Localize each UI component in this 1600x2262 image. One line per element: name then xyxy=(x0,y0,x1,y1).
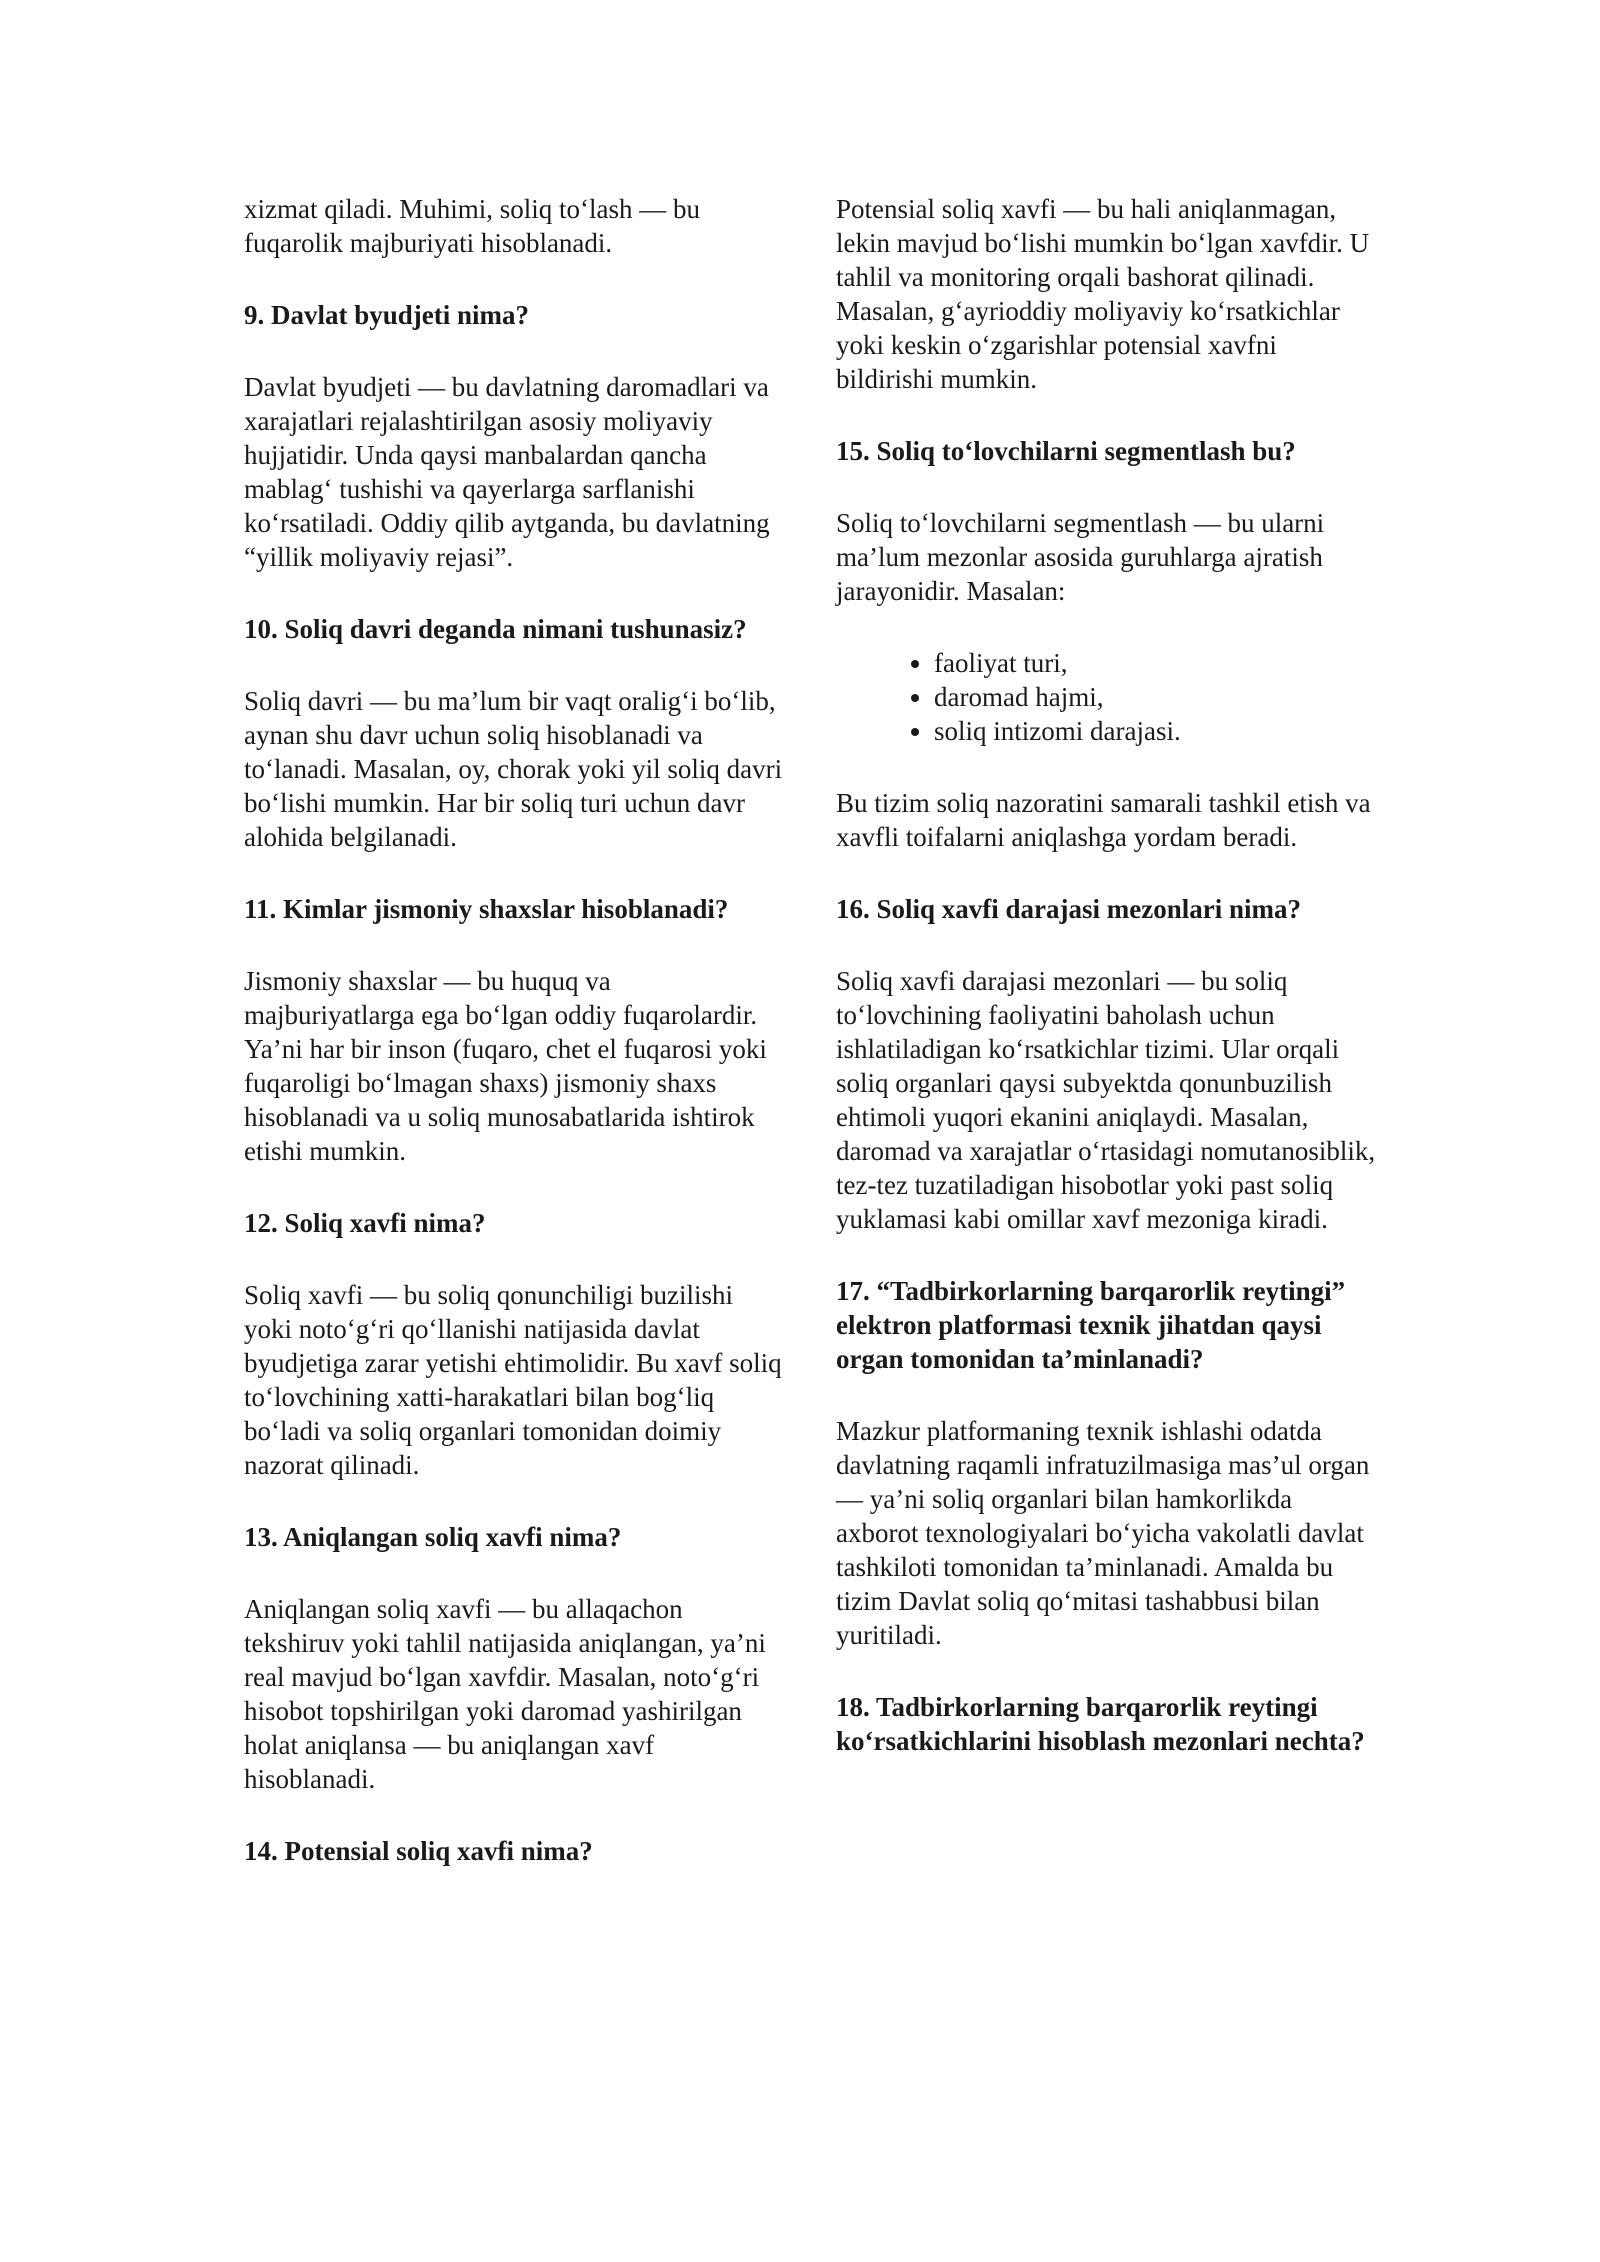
question-11-answer: Jismoniy shaxslar — bu huquq va majburiyatlarga ega bo‘lgan oddiy fuqarolardir. Ya’ni har bir inson (fuqaro, chet el fuqarosi yoki fuqaroligi bo‘lmagan shaxs) jismoniy shaxs hisoblanadi va u soliq munosabatlarida ishtirok etishi mumkin. xyxy=(244,966,767,1166)
question-18-heading: 18. Tadbirkorlarning barqarorlik reytingi ko‘rsatkichlarini hisoblash mezonlari nechta? xyxy=(836,1692,1365,1756)
list-item: • daromad hajmi, xyxy=(934,680,1376,714)
question-10-heading: 10. Soliq davri deganda nimani tushunasiz? xyxy=(244,614,747,644)
question-15-answer: Soliq to‘lovchilarni segmentlash — bu ularni ma’lum mezonlar asosida guruhlarga ajratish jarayonidir. Masalan: xyxy=(836,508,1325,606)
question-14-heading: 14. Potensial soliq xavfi nima? xyxy=(244,1836,593,1866)
list-item: • faoliyat turi, xyxy=(934,646,1376,680)
question-16-heading: 16. Soliq xavfi darajasi mezonlari nima? xyxy=(836,894,1301,924)
question-17-heading: 17. “Tadbirkorlarning barqarorlik reytingi” elektron platformasi texnik jihatdan qaysi organ tomonidan ta’minlanadi? xyxy=(836,1276,1346,1374)
question-15-conclusion: Bu tizim soliq nazoratini samarali tashkil etish va xavfli toifalarni aniqlashga yordam beradi. xyxy=(836,788,1371,852)
question-12-heading: 12. Soliq xavfi nima? xyxy=(244,1208,486,1238)
question-11-heading: 11. Kimlar jismoniy shaxslar hisoblanadi? xyxy=(244,894,729,924)
question-13-heading: 13. Aniqlangan soliq xavfi nima? xyxy=(244,1522,622,1552)
question-16-answer: Soliq xavfi darajasi mezonlari — bu soliq to‘lovchining faoliyatini baholash uchun ishlatiladigan ko‘rsatkichlar tizimi. Ular orqali soliq organlari qaysi subyektda qonunbuzilish ehtimoli yuqori ekanini aniqlaydi. Masalan, daromad va xarajatlar o‘rtasidagi nomutanosiblik, tez-tez tuzatiladigan hisobotlar yoki past soliq yuklamasi kabi omillar xavf mezoniga kiradi. xyxy=(836,966,1376,1234)
question-17-answer: Mazkur platformaning texnik ishlashi odatda davlatning raqamli infratuzilmasiga mas’ul organ — ya’ni soliq organlari bilan hamkorlikda axborot texnologiyalari bo‘yicha vakolatli davlat tashkiloti tomonidan ta’minlanadi. Amalda bu tizim Davlat soliq qo‘mitasi tashabbusi bilan yuritiladi. xyxy=(836,1416,1370,1650)
question-13-answer: Aniqlangan soliq xavfi — bu allaqachon tekshiruv yoki tahlil natijasida aniqlangan, ya’ni real mavjud bo‘lgan xavfdir. Masalan, noto‘g‘ri hisobot topshirilgan yoki daromad yashirilgan holat aniqlansa — bu aniqlangan xavf hisoblanadi. xyxy=(244,1594,766,1794)
list-item: • soliq intizomi darajasi. xyxy=(934,714,1376,748)
right-column xyxy=(836,192,1376,1796)
question-9-heading: 9. Davlat byudjeti nima? xyxy=(244,300,530,330)
question-14-answer: Potensial soliq xavfi — bu hali aniqlanmagan, lekin mavjud bo‘lishi mumkin bo‘lgan xavfdir. U tahlil va monitoring orqali bashorat qilinadi. Masalan, g‘ayrioddiy moliyaviy ko‘rsatkichlar yoki keskin o‘zgarishlar potensial xavfni bildirishi mumkin. xyxy=(836,194,1370,394)
intro-paragraph: xizmat qiladi. Muhimi, soliq to‘lash — bu fuqarolik majburiyati hisoblanadi. xyxy=(244,194,700,258)
segmentation-criteria-list xyxy=(836,646,1376,748)
question-15-heading: 15. Soliq to‘lovchilarni segmentlash bu? xyxy=(836,436,1296,466)
question-9-answer: Davlat byudjeti — bu davlatning daromadlari va xarajatlari rejalashtirilgan asosiy moliyaviy hujjatidir. Unda qaysi manbalardan qancha mablag‘ tushishi va qayerlarga sarflanishi ko‘rsatiladi. Oddiy qilib aytganda, bu davlatning “yillik moliyaviy rejasi”. xyxy=(244,372,770,572)
left-column xyxy=(244,192,784,1906)
question-12-answer: Soliq xavfi — bu soliq qonunchiligi buzilishi yoki noto‘g‘ri qo‘llanishi natijasida davlat byudjetiga zarar yetishi ehtimolidir. Bu xavf soliq to‘lovchining xatti-harakatlari bilan bog‘liq bo‘ladi va soliq organlari tomonidan doimiy nazorat qilinadi. xyxy=(244,1280,782,1480)
question-10-answer: Soliq davri — bu ma’lum bir vaqt oralig‘i bo‘lib, aynan shu davr uchun soliq hisoblanadi va to‘lanadi. Masalan, oy, chorak yoki yil soliq davri bo‘lishi mumkin. Har bir soliq turi uchun davr alohida belgilanadi. xyxy=(244,686,783,852)
